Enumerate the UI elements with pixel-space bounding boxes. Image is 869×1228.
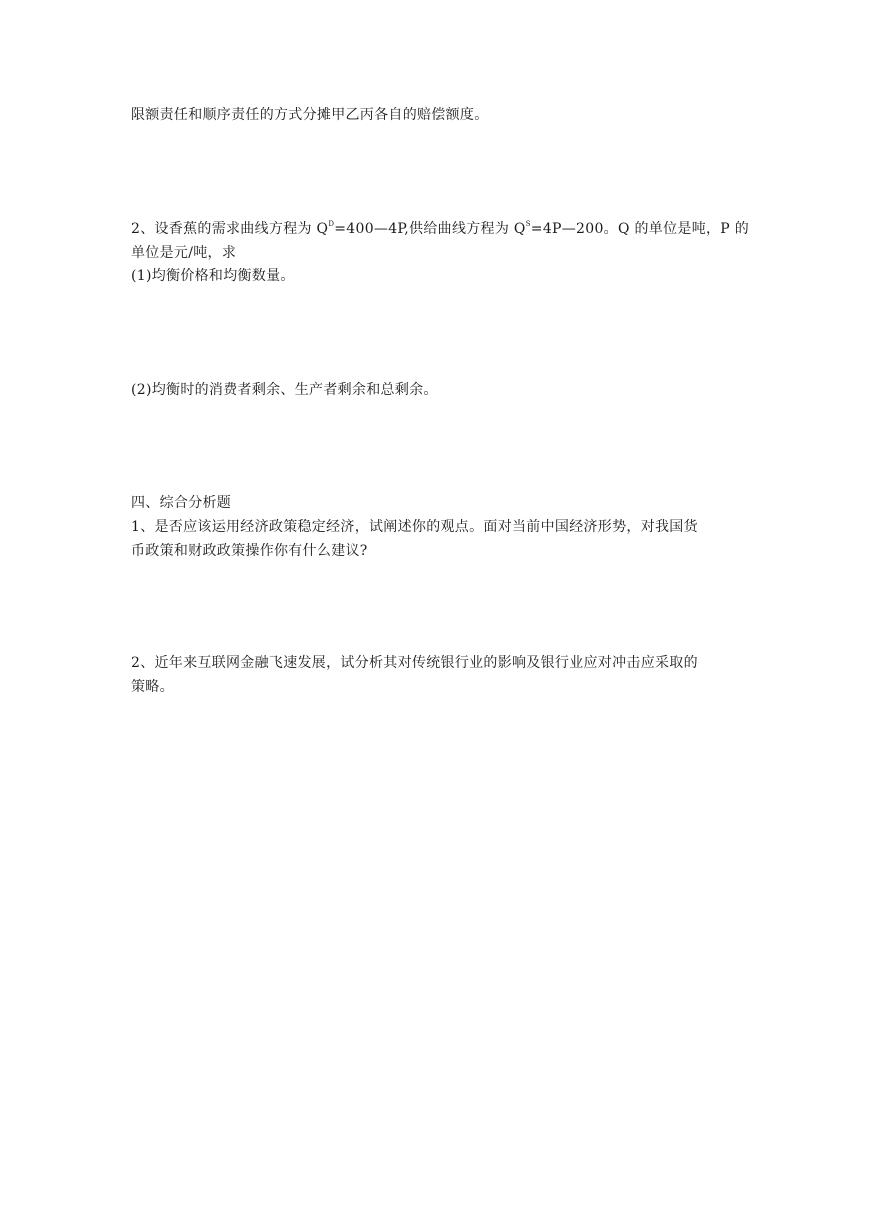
q2-prompt-line-2: 单位是元/吨，求 (131, 245, 237, 261)
s4-q1-line-1: 1、是否应该运用经济政策稳定经济，试阐述你的观点。面对当前中国经济形势，对我国货 (131, 519, 698, 535)
supply-superscript: S (525, 220, 531, 228)
q2-part-1: (1)均衡价格和均衡数量。 (131, 268, 295, 284)
q2-text-b: =400—4P,供给曲线方程为 Q (334, 221, 526, 237)
s4-q2-line-1: 2、近年来互联网金融飞速发展，试分析其对传统银行业的影响及银行业应对冲击应采取的 (131, 655, 698, 671)
s4-q1-line-2: 币政策和财政政策操作你有什么建议? (131, 543, 368, 559)
s4-q2-line-2: 策略。 (131, 679, 174, 695)
demand-superscript: D (328, 220, 335, 228)
q2-text-c: =4P—200。Q 的单位是吨，P 的 (530, 221, 750, 237)
section-4-heading: 四、综合分析题 (131, 495, 232, 511)
q2-prompt-line-1 (131, 219, 749, 239)
q1-continuation-text: 限额责任和顺序责任的方式分摊甲乙丙各自的赔偿额度。 (131, 107, 489, 123)
q2-text-a: 2、设香蕉的需求曲线方程为 Q (131, 221, 329, 237)
q2-part-2: (2)均衡时的消费者剩余、生产者剩余和总剩余。 (131, 382, 438, 398)
